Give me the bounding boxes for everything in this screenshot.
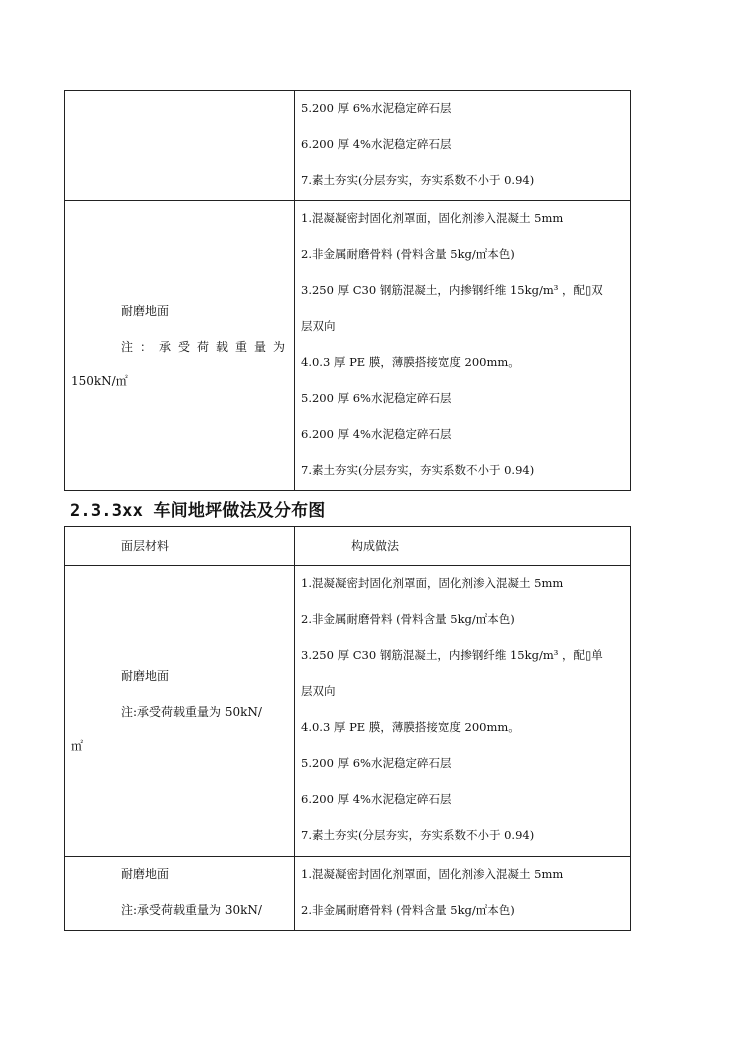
layer-line: 1.混凝凝密封固化剂罩面，固化剂渗入混凝土 5mm bbox=[301, 867, 564, 881]
header-cell bbox=[65, 527, 295, 566]
layer-line: 6.200 厚 4%水泥稳定碎石层 bbox=[301, 427, 452, 441]
layer-line: 1.混凝凝密封固化剂罩面，固化剂渗入混凝土 5mm bbox=[301, 576, 564, 590]
layers-cell bbox=[295, 91, 631, 201]
layers-cell bbox=[295, 566, 631, 857]
layers-cell bbox=[295, 201, 631, 491]
construction-table-2 bbox=[64, 526, 631, 931]
layer-line: 6.200 厚 4%水泥稳定碎石层 bbox=[301, 137, 452, 151]
section-heading: 2.3.3xx 车间地坪做法及分布图 bbox=[70, 501, 326, 521]
layer-line: 7.素土夯实(分层夯实，夯实系数不小于 0.94) bbox=[301, 828, 535, 842]
layer-line: 5.200 厚 6%水泥稳定碎石层 bbox=[301, 101, 452, 115]
layer-line: 7.素土夯实(分层夯实，夯实系数不小于 0.94) bbox=[301, 173, 535, 187]
layers-cell bbox=[295, 857, 631, 931]
layer-line: 2.非金属耐磨骨料 (骨料含量 5kg/㎡本色) bbox=[301, 903, 515, 917]
layer-line: 2.非金属耐磨骨料 (骨料含量 5kg/㎡本色) bbox=[301, 612, 515, 626]
header-method: 构成做法 bbox=[351, 539, 400, 553]
material-cell bbox=[65, 201, 295, 491]
header-material: 面层材料 bbox=[121, 539, 170, 553]
material-name: 耐磨地面 bbox=[121, 669, 170, 683]
material-name: 耐磨地面 bbox=[121, 303, 170, 318]
layer-line: 5.200 厚 6%水泥稳定碎石层 bbox=[301, 391, 452, 405]
load-note: 注:承受荷载重量为 50kN/ bbox=[121, 705, 262, 719]
construction-table-1 bbox=[64, 90, 631, 491]
material-name: 耐磨地面 bbox=[121, 867, 170, 881]
layer-line: 3.250 厚 C30 钢筋混凝土，内掺钢纤维 15kg/m³ ，配▯单 bbox=[301, 648, 603, 662]
header-cell bbox=[295, 527, 631, 566]
material-cell bbox=[65, 857, 295, 931]
layer-line: 1.混凝凝密封固化剂罩面，固化剂渗入混凝土 5mm bbox=[301, 211, 564, 225]
layer-line: 7.素土夯实(分层夯实，夯实系数不小于 0.94) bbox=[301, 463, 535, 477]
material-cell bbox=[65, 566, 295, 857]
layer-line: 层双向 bbox=[301, 319, 336, 333]
layer-line: 层双向 bbox=[301, 684, 336, 698]
layer-line: 3.250 厚 C30 钢筋混凝土，内掺钢纤维 15kg/m³ ，配▯双 bbox=[301, 283, 603, 297]
layer-line: 4.0.3 厚 PE 膜，薄膜搭接宽度 200mm。 bbox=[301, 720, 520, 734]
load-note: 注：承受荷载重量为 bbox=[121, 339, 293, 354]
load-value: 150kN/㎡ bbox=[71, 373, 128, 388]
layer-line: 4.0.3 厚 PE 膜，薄膜搭接宽度 200mm。 bbox=[301, 355, 520, 369]
load-note: 注:承受荷载重量为 30kN/ bbox=[121, 903, 262, 917]
load-unit: ㎡ bbox=[71, 739, 84, 753]
layer-line: 5.200 厚 6%水泥稳定碎石层 bbox=[301, 756, 452, 770]
empty-cell bbox=[65, 91, 295, 201]
layer-line: 2.非金属耐磨骨料 (骨料含量 5kg/㎡本色) bbox=[301, 247, 515, 261]
layer-line: 6.200 厚 4%水泥稳定碎石层 bbox=[301, 792, 452, 806]
